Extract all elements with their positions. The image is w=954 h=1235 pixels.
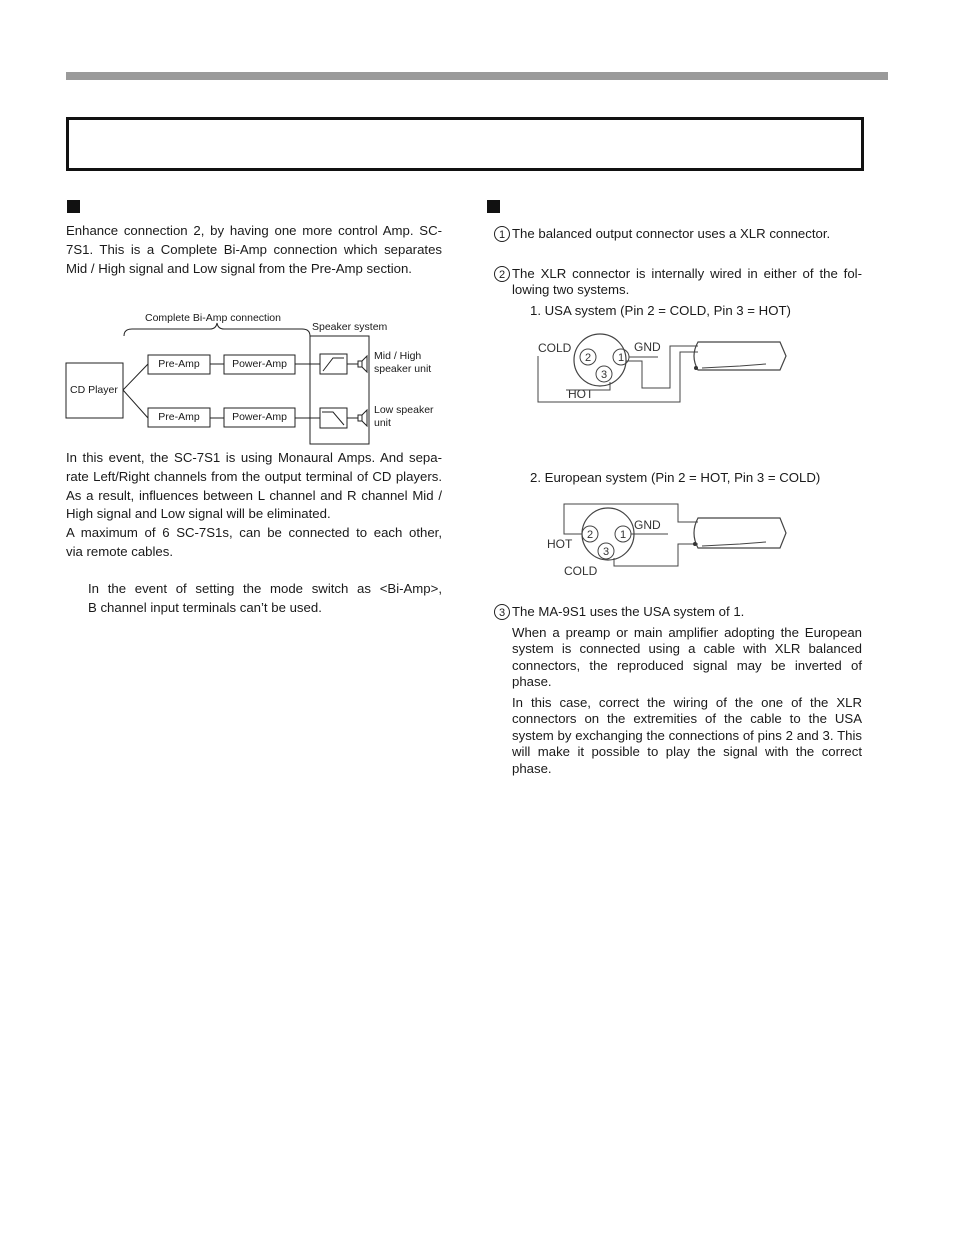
item1-text: The balanced output connector uses a XLR connector.	[512, 226, 831, 241]
poweramp-bottom-label: Power-Amp	[232, 411, 287, 423]
european-xlr-wiring-diagram	[530, 496, 790, 580]
cd-player-label: CD Player	[70, 384, 118, 396]
intro-paragraph: Enhance connection 2, by having one more control Amp. SC- 7S1. This is a Complete Bi-Amp connection which separates Mid / High signal and Low signal from the Pre-Amp section.	[66, 223, 442, 276]
item-number-2: 2	[494, 266, 510, 282]
european-system-caption: 2. European system (Pin 2 = HOT, Pin 3 = COLD)	[530, 470, 821, 485]
speaker-system-label: Speaker system	[312, 321, 388, 333]
speaker-icon	[358, 356, 367, 372]
speaker-icon	[358, 410, 367, 426]
item-number-3: 3	[494, 604, 510, 620]
usa-system-caption: 1. USA system (Pin 2 = COLD, Pin 3 = HOT)	[530, 303, 791, 318]
hot-label: HOT	[568, 387, 594, 401]
pin-3-label: 3	[602, 546, 610, 558]
pin-1-label: 1	[619, 529, 627, 541]
hot-label: HOT	[547, 537, 573, 551]
preamp-top-label: Pre-Amp	[158, 358, 200, 370]
gnd-label: GND	[634, 518, 661, 532]
note-paragraph: In the event of setting the mode switch as <Bi-Amp>, B channel input terminals can’t be used.	[88, 581, 442, 615]
item3-text: The MA-9S1 uses the USA system of 1.	[512, 604, 745, 619]
body-paragraph: In this event, the SC-7S1 is using Monaural Amps. And sepa- rate Left/Right channels from the output terminal of CD players. As a result, influences between L channel and R channel Mid / High signal and Low signal will be eliminated. A maximum of 6 SC-7S1s, can be connected to each other, via remote cables.	[66, 450, 442, 559]
item-number-1: 1	[494, 226, 510, 242]
cold-label: COLD	[564, 564, 598, 578]
pin-3-label: 3	[600, 369, 608, 381]
item3-paragraph-1: When a preamp or main amplifier adopting the European system is connected using a cable with XLR balanced connectors, the reproduced signal may be inverted of phase.	[512, 625, 862, 690]
item2-text: The XLR connector is internally wired in either of the fol- lowing two systems.	[512, 266, 862, 298]
low-unit-label: Low speaker unit	[374, 404, 434, 429]
item3-paragraph-2: In this case, correct the wiring of the one of the XLR connectors on the extremities of the cable to the USA system by exchanging the connections of pins 2 and 3. This will make it possible to play the signal with the correct phase.	[512, 695, 862, 776]
cold-label: COLD	[538, 341, 572, 355]
complete-biamp-label: Complete Bi-Amp connection	[145, 312, 281, 324]
usa-xlr-wiring-diagram	[530, 330, 790, 410]
pin-1-label: 1	[617, 352, 625, 364]
gnd-label: GND	[634, 340, 661, 354]
pin-2-label: 2	[584, 352, 592, 364]
poweramp-top-label: Power-Amp	[232, 358, 287, 370]
mid-high-unit-label: Mid / High speaker unit	[374, 350, 432, 375]
preamp-bottom-label: Pre-Amp	[158, 411, 200, 423]
pin-2-label: 2	[586, 529, 594, 541]
